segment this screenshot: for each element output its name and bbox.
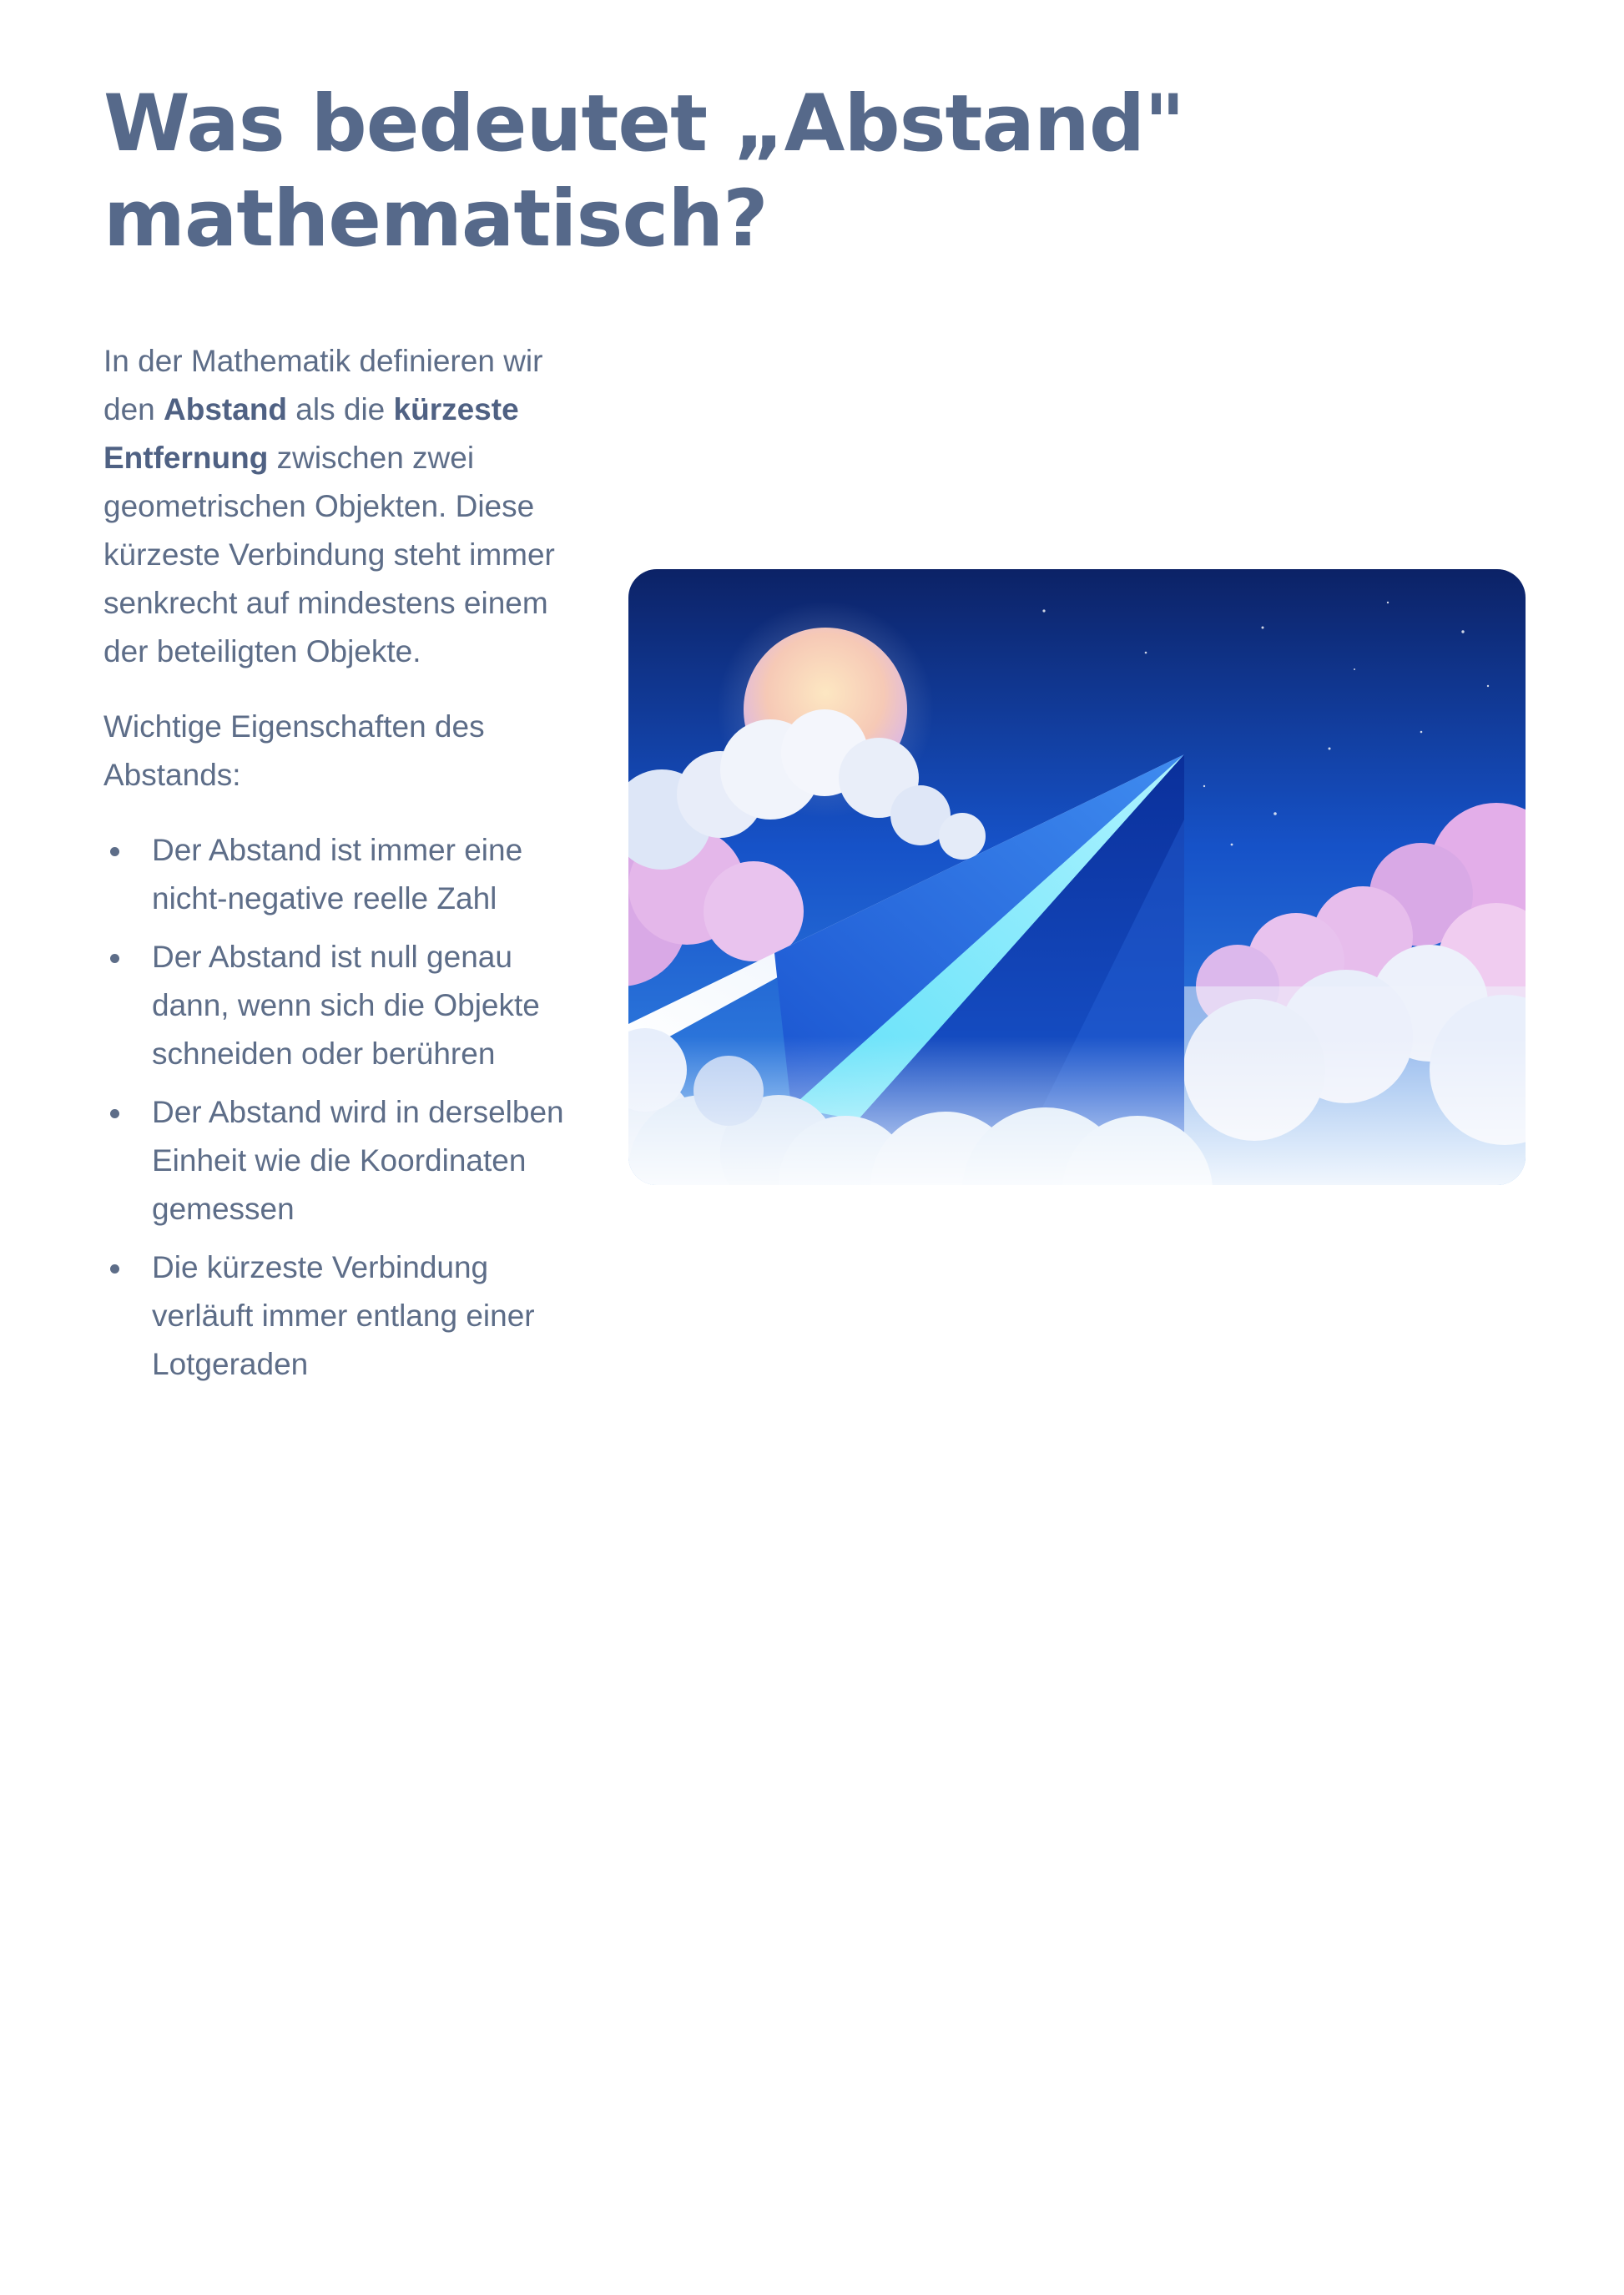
page-title: Was bedeutet „Abstand" mathematisch? xyxy=(103,78,1185,265)
bullet-icon xyxy=(110,1109,119,1118)
intro-paragraph: In der Mathematik definieren wir den Abstand als die kürzeste Entfernung zwischen zwei geometrischen Objekten. Diese kürzeste Verbindung steht immer senkrecht auf mindestens einem der beteiligten Objekte. xyxy=(103,344,555,668)
hero-illustration xyxy=(628,569,1526,1185)
bullet-icon xyxy=(110,847,119,856)
term-kuerzeste-entfernung: kürzeste Entfernung xyxy=(103,392,519,475)
list-item: Der Abstand wird in derselben Einheit wie die Koordinaten gemessen xyxy=(103,1088,571,1233)
bullet-icon xyxy=(110,954,119,963)
paper-airplane-illustration xyxy=(628,569,1526,1185)
text-column xyxy=(103,337,571,1399)
properties-heading: Wichtige Eigenschaften des Abstands: xyxy=(103,709,485,792)
list-item: Die kürzeste Verbindung verläuft immer entlang einer Lotgeraden xyxy=(103,1243,571,1389)
list-item: Der Abstand ist immer eine nicht-negative reelle Zahl xyxy=(103,826,571,923)
term-abstand: Abstand xyxy=(164,392,288,426)
list-item: Der Abstand ist null genau dann, wenn sich die Objekte schneiden oder berühren xyxy=(103,933,571,1078)
properties-list xyxy=(103,826,571,1389)
bullet-icon xyxy=(110,1264,119,1274)
